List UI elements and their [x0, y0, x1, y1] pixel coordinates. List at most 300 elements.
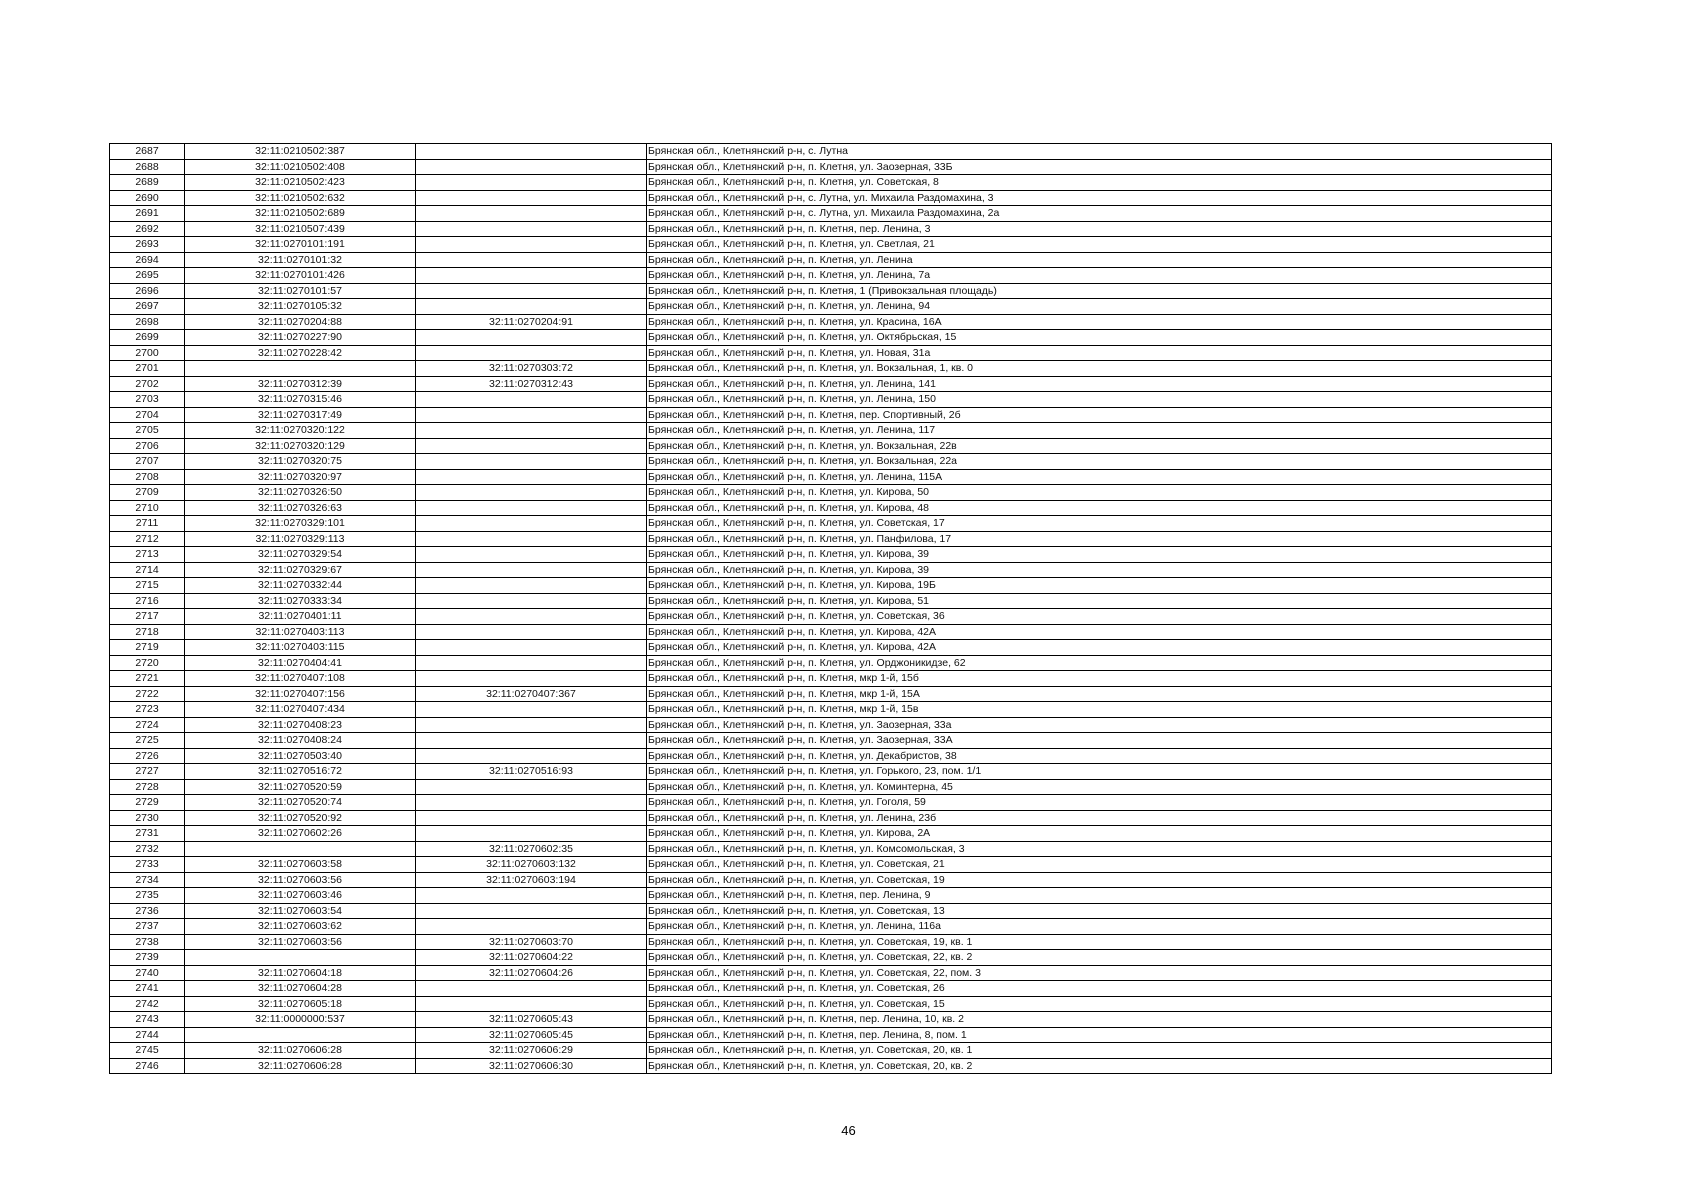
cell-land-cadastral-number: 32:11:0270606:28: [185, 1043, 416, 1059]
cell-land-cadastral-number: 32:11:0270503:40: [185, 748, 416, 764]
cell-building-cadastral-number: 32:11:0270604:22: [416, 950, 647, 966]
cell-land-cadastral-number: 32:11:0270101:57: [185, 283, 416, 299]
cell-building-cadastral-number: [416, 981, 647, 997]
cell-land-cadastral-number: 32:11:0270407:108: [185, 671, 416, 687]
table-row: [110, 640, 1552, 656]
cell-row-number: 2731: [110, 826, 185, 842]
cell-building-cadastral-number: 32:11:0270605:43: [416, 1012, 647, 1028]
cell-row-number: 2696: [110, 283, 185, 299]
cell-address: Брянская обл., Клетнянский р-н, п. Клетня, ул. Ленина, 117: [647, 423, 1552, 439]
cell-address: Брянская обл., Клетнянский р-н, п. Клетня, ул. Заозерная, 33А: [647, 733, 1552, 749]
cell-building-cadastral-number: [416, 919, 647, 935]
cell-building-cadastral-number: [416, 733, 647, 749]
cell-address: Брянская обл., Клетнянский р-н, п. Клетня, пер. Ленина, 10, кв. 2: [647, 1012, 1552, 1028]
table-row: [110, 1058, 1552, 1074]
cell-address: Брянская обл., Клетнянский р-н, п. Клетня, ул. Советская, 22, пом. 3: [647, 965, 1552, 981]
cell-building-cadastral-number: [416, 547, 647, 563]
cell-land-cadastral-number: 32:11:0270604:18: [185, 965, 416, 981]
cell-row-number: 2697: [110, 299, 185, 315]
cell-address: Брянская обл., Клетнянский р-н, п. Клетня, мкр 1-й, 15б: [647, 671, 1552, 687]
cell-land-cadastral-number: 32:11:0270101:191: [185, 237, 416, 253]
cell-row-number: 2740: [110, 965, 185, 981]
cell-address: Брянская обл., Клетнянский р-н, п. Клетня, пер. Ленина, 8, пом. 1: [647, 1027, 1552, 1043]
table-row: [110, 810, 1552, 826]
table-row: [110, 144, 1552, 160]
cell-address: Брянская обл., Клетнянский р-н, п. Клетня, ул. Советская, 20, кв. 2: [647, 1058, 1552, 1074]
cell-building-cadastral-number: 32:11:0270606:30: [416, 1058, 647, 1074]
cell-land-cadastral-number: 32:11:0210502:387: [185, 144, 416, 160]
cell-address: Брянская обл., Клетнянский р-н, п. Клетня, ул. Коминтерна, 45: [647, 779, 1552, 795]
cell-land-cadastral-number: 32:11:0000000:537: [185, 1012, 416, 1028]
table-row: [110, 562, 1552, 578]
cell-building-cadastral-number: [416, 810, 647, 826]
cell-building-cadastral-number: [416, 593, 647, 609]
cell-land-cadastral-number: 32:11:0270228:42: [185, 345, 416, 361]
cell-row-number: 2713: [110, 547, 185, 563]
cell-building-cadastral-number: [416, 345, 647, 361]
cell-land-cadastral-number: 32:11:0270603:58: [185, 857, 416, 873]
table-row: [110, 283, 1552, 299]
cell-land-cadastral-number: 32:11:0270105:32: [185, 299, 416, 315]
cell-land-cadastral-number: [185, 841, 416, 857]
cell-building-cadastral-number: [416, 221, 647, 237]
cell-address: Брянская обл., Клетнянский р-н, п. Клетня, ул. Ленина, 94: [647, 299, 1552, 315]
cell-land-cadastral-number: 32:11:0270408:24: [185, 733, 416, 749]
table-row: [110, 190, 1552, 206]
cell-land-cadastral-number: 32:11:0270408:23: [185, 717, 416, 733]
cell-land-cadastral-number: 32:11:0270315:46: [185, 392, 416, 408]
cell-row-number: 2727: [110, 764, 185, 780]
cell-land-cadastral-number: 32:11:0270329:54: [185, 547, 416, 563]
cell-building-cadastral-number: 32:11:0270604:26: [416, 965, 647, 981]
cell-row-number: 2716: [110, 593, 185, 609]
table-row: [110, 361, 1552, 377]
cell-row-number: 2707: [110, 454, 185, 470]
table-row: [110, 500, 1552, 516]
cell-building-cadastral-number: 32:11:0270303:72: [416, 361, 647, 377]
table-row: [110, 609, 1552, 625]
cell-address: Брянская обл., Клетнянский р-н, п. Клетня, ул. Декабристов, 38: [647, 748, 1552, 764]
cell-address: Брянская обл., Клетнянский р-н, п. Клетня, ул. Советская, 8: [647, 175, 1552, 191]
cell-building-cadastral-number: [416, 206, 647, 222]
cell-address: Брянская обл., Клетнянский р-н, п. Клетня, ул. Кирова, 51: [647, 593, 1552, 609]
cell-address: Брянская обл., Клетнянский р-н, п. Клетня, мкр 1-й, 15в: [647, 702, 1552, 718]
cell-land-cadastral-number: 32:11:0270603:46: [185, 888, 416, 904]
cell-land-cadastral-number: 32:11:0270329:113: [185, 531, 416, 547]
cell-building-cadastral-number: [416, 888, 647, 904]
cell-building-cadastral-number: 32:11:0270204:91: [416, 314, 647, 330]
cell-row-number: 2706: [110, 438, 185, 454]
cell-building-cadastral-number: [416, 268, 647, 284]
cell-building-cadastral-number: 32:11:0270407:367: [416, 686, 647, 702]
cell-building-cadastral-number: 32:11:0270603:194: [416, 872, 647, 888]
cell-row-number: 2702: [110, 376, 185, 392]
cell-address: Брянская обл., Клетнянский р-н, п. Клетня, ул. Советская, 15: [647, 996, 1552, 1012]
table-row: [110, 159, 1552, 175]
cell-address: Брянская обл., Клетнянский р-н, п. Клетня, ул. Кирова, 42А: [647, 640, 1552, 656]
cell-address: Брянская обл., Клетнянский р-н, п. Клетня, ул. Ленина, 115А: [647, 469, 1552, 485]
cell-land-cadastral-number: 32:11:0210502:408: [185, 159, 416, 175]
table-row: [110, 655, 1552, 671]
cell-building-cadastral-number: [416, 252, 647, 268]
cell-row-number: 2733: [110, 857, 185, 873]
cell-building-cadastral-number: [416, 779, 647, 795]
cell-building-cadastral-number: [416, 562, 647, 578]
cell-address: Брянская обл., Клетнянский р-н, п. Клетня, ул. Ленина, 7а: [647, 268, 1552, 284]
table-row: [110, 686, 1552, 702]
cell-row-number: 2703: [110, 392, 185, 408]
cell-row-number: 2735: [110, 888, 185, 904]
cell-land-cadastral-number: 32:11:0270603:62: [185, 919, 416, 935]
cell-row-number: 2690: [110, 190, 185, 206]
cell-row-number: 2687: [110, 144, 185, 160]
cell-address: Брянская обл., Клетнянский р-н, п. Клетня, ул. Вокзальная, 22в: [647, 438, 1552, 454]
cell-land-cadastral-number: 32:11:0270101:426: [185, 268, 416, 284]
cell-row-number: 2714: [110, 562, 185, 578]
table-row: [110, 965, 1552, 981]
cell-row-number: 2720: [110, 655, 185, 671]
cell-building-cadastral-number: [416, 516, 647, 532]
cell-row-number: 2708: [110, 469, 185, 485]
cell-building-cadastral-number: 32:11:0270605:45: [416, 1027, 647, 1043]
cell-land-cadastral-number: 32:11:0270407:434: [185, 702, 416, 718]
cell-building-cadastral-number: [416, 237, 647, 253]
cell-address: Брянская обл., Клетнянский р-н, п. Клетня, 1 (Привокзальная площадь): [647, 283, 1552, 299]
cell-building-cadastral-number: [416, 469, 647, 485]
cell-row-number: 2741: [110, 981, 185, 997]
cell-land-cadastral-number: 32:11:0270516:72: [185, 764, 416, 780]
cell-land-cadastral-number: 32:11:0270605:18: [185, 996, 416, 1012]
table-row: [110, 516, 1552, 532]
table-row: [110, 423, 1552, 439]
cell-address: Брянская обл., Клетнянский р-н, п. Клетня, ул. Советская, 13: [647, 903, 1552, 919]
cell-address: Брянская обл., Клетнянский р-н, п. Клетня, ул. Советская, 20, кв. 1: [647, 1043, 1552, 1059]
table-row: [110, 345, 1552, 361]
table-row: [110, 779, 1552, 795]
table-row: [110, 330, 1552, 346]
cell-building-cadastral-number: [416, 454, 647, 470]
cell-building-cadastral-number: [416, 283, 647, 299]
cell-address: Брянская обл., Клетнянский р-н, п. Клетня, ул. Ленина, 150: [647, 392, 1552, 408]
cell-address: Брянская обл., Клетнянский р-н, с. Лутна: [647, 144, 1552, 160]
cell-address: Брянская обл., Клетнянский р-н, п. Клетня, ул. Кирова, 19Б: [647, 578, 1552, 594]
table-row: [110, 221, 1552, 237]
cell-land-cadastral-number: 32:11:0270401:11: [185, 609, 416, 625]
cell-building-cadastral-number: [416, 624, 647, 640]
cell-land-cadastral-number: 32:11:0270403:113: [185, 624, 416, 640]
cell-building-cadastral-number: [416, 500, 647, 516]
cell-address: Брянская обл., Клетнянский р-н, п. Клетня, ул. Советская, 17: [647, 516, 1552, 532]
cell-land-cadastral-number: 32:11:0270333:34: [185, 593, 416, 609]
table-row: [110, 593, 1552, 609]
cell-land-cadastral-number: 32:11:0270407:156: [185, 686, 416, 702]
cell-row-number: 2725: [110, 733, 185, 749]
cell-row-number: 2744: [110, 1027, 185, 1043]
cell-row-number: 2701: [110, 361, 185, 377]
cell-address: Брянская обл., Клетнянский р-н, п. Клетня, ул. Октябрьская, 15: [647, 330, 1552, 346]
cell-row-number: 2688: [110, 159, 185, 175]
cell-land-cadastral-number: 32:11:0270603:56: [185, 934, 416, 950]
cell-land-cadastral-number: 32:11:0270332:44: [185, 578, 416, 594]
cell-address: Брянская обл., Клетнянский р-н, п. Клетня, ул. Советская, 19: [647, 872, 1552, 888]
cell-building-cadastral-number: [416, 748, 647, 764]
table-row: [110, 299, 1552, 315]
cell-row-number: 2711: [110, 516, 185, 532]
cell-row-number: 2743: [110, 1012, 185, 1028]
cell-address: Брянская обл., Клетнянский р-н, п. Клетня, ул. Орджоникидзе, 62: [647, 655, 1552, 671]
cell-building-cadastral-number: [416, 299, 647, 315]
cell-building-cadastral-number: [416, 671, 647, 687]
cell-row-number: 2695: [110, 268, 185, 284]
cell-building-cadastral-number: [416, 717, 647, 733]
cell-row-number: 2694: [110, 252, 185, 268]
cell-address: Брянская обл., Клетнянский р-н, п. Клетня, ул. Кирова, 39: [647, 547, 1552, 563]
table-row: [110, 934, 1552, 950]
cell-address: Брянская обл., Клетнянский р-н, п. Клетня, ул. Ленина, 23б: [647, 810, 1552, 826]
table-row: [110, 252, 1552, 268]
cell-row-number: 2728: [110, 779, 185, 795]
cell-land-cadastral-number: 32:11:0270320:122: [185, 423, 416, 439]
cell-row-number: 2693: [110, 237, 185, 253]
cell-address: Брянская обл., Клетнянский р-н, п. Клетня, ул. Кирова, 48: [647, 500, 1552, 516]
table-row: [110, 795, 1552, 811]
cell-building-cadastral-number: [416, 996, 647, 1012]
cell-address: Брянская обл., Клетнянский р-н, п. Клетня, ул. Кирова, 2А: [647, 826, 1552, 842]
cell-building-cadastral-number: 32:11:0270312:43: [416, 376, 647, 392]
cell-row-number: 2734: [110, 872, 185, 888]
table-row: [110, 981, 1552, 997]
table-row: [110, 717, 1552, 733]
registry-table-body: [110, 144, 1552, 1074]
cell-row-number: 2745: [110, 1043, 185, 1059]
cell-row-number: 2721: [110, 671, 185, 687]
cell-land-cadastral-number: 32:11:0210502:423: [185, 175, 416, 191]
cell-land-cadastral-number: 32:11:0270520:59: [185, 779, 416, 795]
cell-row-number: 2736: [110, 903, 185, 919]
table-row: [110, 841, 1552, 857]
cell-row-number: 2712: [110, 531, 185, 547]
cell-row-number: 2699: [110, 330, 185, 346]
cell-address: Брянская обл., Клетнянский р-н, п. Клетня, ул. Красина, 16А: [647, 314, 1552, 330]
cell-land-cadastral-number: 32:11:0270329:101: [185, 516, 416, 532]
cell-building-cadastral-number: 32:11:0270603:132: [416, 857, 647, 873]
cell-address: Брянская обл., Клетнянский р-н, п. Клетня, ул. Советская, 22, кв. 2: [647, 950, 1552, 966]
cell-land-cadastral-number: 32:11:0270320:97: [185, 469, 416, 485]
cell-land-cadastral-number: 32:11:0270604:28: [185, 981, 416, 997]
table-row: [110, 826, 1552, 842]
cell-building-cadastral-number: [416, 423, 647, 439]
table-row: [110, 485, 1552, 501]
cell-land-cadastral-number: 32:11:0210502:689: [185, 206, 416, 222]
cell-address: Брянская обл., Клетнянский р-н, п. Клетня, ул. Заозерная, 33Б: [647, 159, 1552, 175]
cell-row-number: 2726: [110, 748, 185, 764]
cell-building-cadastral-number: [416, 159, 647, 175]
cell-row-number: 2689: [110, 175, 185, 191]
cell-address: Брянская обл., Клетнянский р-н, п. Клетня, ул. Панфилова, 17: [647, 531, 1552, 547]
cell-row-number: 2704: [110, 407, 185, 423]
cell-row-number: 2723: [110, 702, 185, 718]
registry-table: [109, 143, 1552, 1074]
cell-address: Брянская обл., Клетнянский р-н, п. Клетня, ул. Советская, 36: [647, 609, 1552, 625]
cell-land-cadastral-number: 32:11:0270227:90: [185, 330, 416, 346]
cell-building-cadastral-number: [416, 578, 647, 594]
cell-row-number: 2742: [110, 996, 185, 1012]
cell-land-cadastral-number: 32:11:0270606:28: [185, 1058, 416, 1074]
cell-address: Брянская обл., Клетнянский р-н, п. Клетня, ул. Кирова, 39: [647, 562, 1552, 578]
cell-land-cadastral-number: 32:11:0270317:49: [185, 407, 416, 423]
table-row: [110, 919, 1552, 935]
table-row: [110, 764, 1552, 780]
cell-building-cadastral-number: [416, 144, 647, 160]
cell-land-cadastral-number: [185, 950, 416, 966]
table-row: [110, 903, 1552, 919]
cell-row-number: 2700: [110, 345, 185, 361]
cell-building-cadastral-number: 32:11:0270516:93: [416, 764, 647, 780]
cell-building-cadastral-number: 32:11:0270606:29: [416, 1043, 647, 1059]
cell-address: Брянская обл., Клетнянский р-н, п. Клетня, ул. Советская, 26: [647, 981, 1552, 997]
cell-land-cadastral-number: 32:11:0270602:26: [185, 826, 416, 842]
cell-row-number: 2715: [110, 578, 185, 594]
cell-row-number: 2718: [110, 624, 185, 640]
table-row: [110, 733, 1552, 749]
cell-row-number: 2730: [110, 810, 185, 826]
cell-land-cadastral-number: 32:11:0270603:54: [185, 903, 416, 919]
cell-row-number: 2691: [110, 206, 185, 222]
table-row: [110, 702, 1552, 718]
cell-building-cadastral-number: [416, 438, 647, 454]
cell-land-cadastral-number: 32:11:0270329:67: [185, 562, 416, 578]
cell-land-cadastral-number: 32:11:0270520:74: [185, 795, 416, 811]
table-row: [110, 469, 1552, 485]
cell-address: Брянская обл., Клетнянский р-н, п. Клетня, ул. Заозерная, 33а: [647, 717, 1552, 733]
cell-building-cadastral-number: 32:11:0270602:35: [416, 841, 647, 857]
cell-land-cadastral-number: 32:11:0270101:32: [185, 252, 416, 268]
table-row: [110, 996, 1552, 1012]
cell-land-cadastral-number: 32:11:0270326:50: [185, 485, 416, 501]
cell-row-number: 2710: [110, 500, 185, 516]
cell-address: Брянская обл., Клетнянский р-н, п. Клетня, ул. Советская, 19, кв. 1: [647, 934, 1552, 950]
table-row: [110, 1043, 1552, 1059]
cell-row-number: 2739: [110, 950, 185, 966]
cell-address: Брянская обл., Клетнянский р-н, п. Клетня, ул. Комсомольская, 3: [647, 841, 1552, 857]
cell-address: Брянская обл., Клетнянский р-н, п. Клетня, ул. Гоголя, 59: [647, 795, 1552, 811]
table-row: [110, 237, 1552, 253]
cell-address: Брянская обл., Клетнянский р-н, с. Лутна, ул. Михаила Раздомахина, 3: [647, 190, 1552, 206]
table-row: [110, 624, 1552, 640]
cell-building-cadastral-number: [416, 392, 647, 408]
cell-building-cadastral-number: [416, 903, 647, 919]
cell-address: Брянская обл., Клетнянский р-н, п. Клетня, пер. Ленина, 9: [647, 888, 1552, 904]
cell-address: Брянская обл., Клетнянский р-н, п. Клетня, ул. Вокзальная, 22а: [647, 454, 1552, 470]
cell-address: Брянская обл., Клетнянский р-н, п. Клетня, ул. Светлая, 21: [647, 237, 1552, 253]
table-row: [110, 748, 1552, 764]
cell-row-number: 2709: [110, 485, 185, 501]
cell-building-cadastral-number: [416, 407, 647, 423]
table-row: [110, 438, 1552, 454]
cell-land-cadastral-number: 32:11:0270520:92: [185, 810, 416, 826]
table-row: [110, 407, 1552, 423]
cell-land-cadastral-number: 32:11:0270312:39: [185, 376, 416, 392]
table-row: [110, 547, 1552, 563]
cell-row-number: 2746: [110, 1058, 185, 1074]
cell-land-cadastral-number: [185, 1027, 416, 1043]
cell-building-cadastral-number: [416, 826, 647, 842]
cell-row-number: 2719: [110, 640, 185, 656]
cell-building-cadastral-number: [416, 702, 647, 718]
cell-building-cadastral-number: 32:11:0270603:70: [416, 934, 647, 950]
cell-building-cadastral-number: [416, 485, 647, 501]
cell-address: Брянская обл., Клетнянский р-н, п. Клетня, ул. Вокзальная, 1, кв. 0: [647, 361, 1552, 377]
cell-land-cadastral-number: 32:11:0270603:56: [185, 872, 416, 888]
cell-address: Брянская обл., Клетнянский р-н, п. Клетня, пер. Ленина, 3: [647, 221, 1552, 237]
table-row: [110, 1012, 1552, 1028]
cell-row-number: 2692: [110, 221, 185, 237]
cell-row-number: 2698: [110, 314, 185, 330]
cell-building-cadastral-number: [416, 175, 647, 191]
cell-land-cadastral-number: 32:11:0210502:632: [185, 190, 416, 206]
table-row: [110, 531, 1552, 547]
cell-row-number: 2738: [110, 934, 185, 950]
cell-address: Брянская обл., Клетнянский р-н, п. Клетня, ул. Ленина: [647, 252, 1552, 268]
cell-building-cadastral-number: [416, 795, 647, 811]
cell-address: Брянская обл., Клетнянский р-н, п. Клетня, мкр 1-й, 15А: [647, 686, 1552, 702]
cell-building-cadastral-number: [416, 655, 647, 671]
cell-row-number: 2717: [110, 609, 185, 625]
cell-land-cadastral-number: 32:11:0210507:439: [185, 221, 416, 237]
cell-row-number: 2737: [110, 919, 185, 935]
cell-building-cadastral-number: [416, 330, 647, 346]
table-row: [110, 175, 1552, 191]
table-row: [110, 671, 1552, 687]
cell-address: Брянская обл., Клетнянский р-н, п. Клетня, ул. Ленина, 116а: [647, 919, 1552, 935]
table-row: [110, 268, 1552, 284]
cell-building-cadastral-number: [416, 640, 647, 656]
cell-land-cadastral-number: 32:11:0270320:75: [185, 454, 416, 470]
cell-land-cadastral-number: 32:11:0270403:115: [185, 640, 416, 656]
table-row: [110, 950, 1552, 966]
cell-row-number: 2729: [110, 795, 185, 811]
table-row: [110, 888, 1552, 904]
cell-building-cadastral-number: [416, 609, 647, 625]
cell-land-cadastral-number: 32:11:0270404:41: [185, 655, 416, 671]
cell-address: Брянская обл., Клетнянский р-н, п. Клетня, ул. Горького, 23, пом. 1/1: [647, 764, 1552, 780]
cell-building-cadastral-number: [416, 190, 647, 206]
cell-address: Брянская обл., Клетнянский р-н, п. Клетня, ул. Новая, 31а: [647, 345, 1552, 361]
page-number: 46: [841, 1123, 856, 1138]
table-row: [110, 857, 1552, 873]
cell-land-cadastral-number: 32:11:0270204:88: [185, 314, 416, 330]
cell-address: Брянская обл., Клетнянский р-н, п. Клетня, ул. Кирова, 42А: [647, 624, 1552, 640]
cell-land-cadastral-number: 32:11:0270320:129: [185, 438, 416, 454]
table-row: [110, 392, 1552, 408]
cell-address: Брянская обл., Клетнянский р-н, п. Клетня, ул. Советская, 21: [647, 857, 1552, 873]
cell-row-number: 2722: [110, 686, 185, 702]
table-row: [110, 206, 1552, 222]
cell-address: Брянская обл., Клетнянский р-н, п. Клетня, ул. Ленина, 141: [647, 376, 1552, 392]
cell-row-number: 2724: [110, 717, 185, 733]
table-row: [110, 454, 1552, 470]
cell-row-number: 2705: [110, 423, 185, 439]
table-row: [110, 1027, 1552, 1043]
cell-row-number: 2732: [110, 841, 185, 857]
table-row: [110, 376, 1552, 392]
cell-land-cadastral-number: 32:11:0270326:63: [185, 500, 416, 516]
cell-address: Брянская обл., Клетнянский р-н, п. Клетня, пер. Спортивный, 2б: [647, 407, 1552, 423]
registry-table-container: [109, 143, 1551, 1074]
table-row: [110, 578, 1552, 594]
cell-building-cadastral-number: [416, 531, 647, 547]
cell-address: Брянская обл., Клетнянский р-н, п. Клетня, ул. Кирова, 50: [647, 485, 1552, 501]
